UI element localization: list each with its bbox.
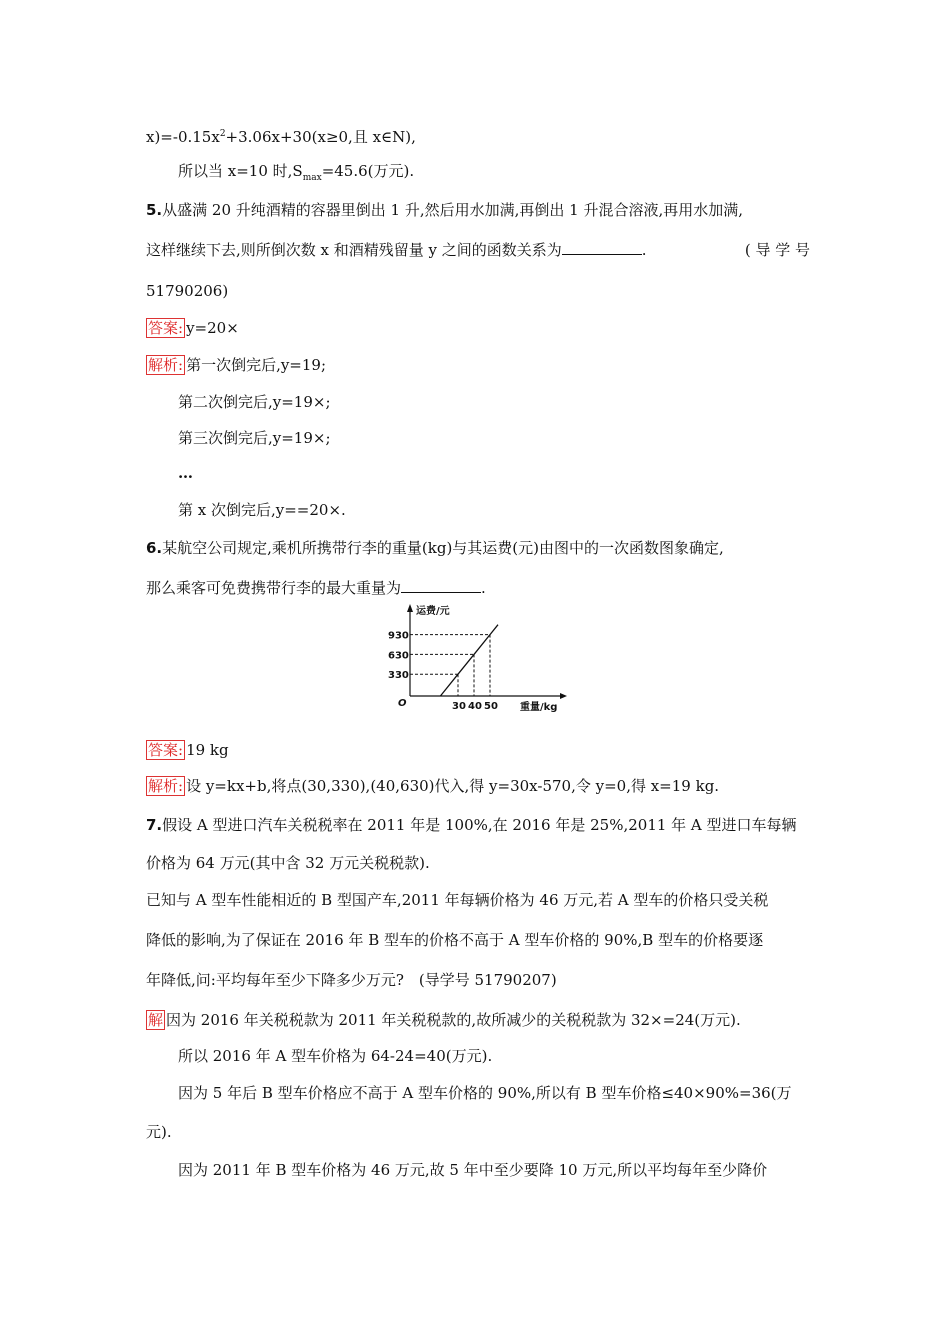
y-axis-label: 运费/元 [416,606,450,617]
analysis-text: 第三次倒完后,y=19×; [178,429,331,447]
formula-text: +3.06x+30(x≥0,且 x∈N), [225,128,416,146]
question-6-line-2 [146,578,810,598]
analysis-line [146,776,810,796]
solution-text: 因为 2011 年 B 型车价格为 46 万元,故 5 年中至少要降 10 万元,所以平均每年至少降价 [178,1161,768,1179]
guide-number-label: ( 导 学 号 [744,241,810,259]
answer-tag: 答案: [148,741,184,759]
answer-blank [401,578,481,593]
analysis-text: 设 y=kx+b,将点(30,330),(40,630)代入,得 y=30x-570,令 y=0,得 x=19 kg. [186,777,720,795]
solution-text: 因为 5 年后 B 型车价格应不高于 A 型车价格的 90%,所以有 B 型车价格≤40×90%=36(万 [178,1084,792,1102]
result-text: =45.6(万元). [321,162,415,180]
solution-line [178,1160,810,1180]
question-7-line-1 [146,815,810,835]
formula-line [146,124,810,147]
question-text: 假设 A 型进口汽车关税税率在 2011 年是 100%,在 2016 年是 25%,2011 年 A 型进口车每辆 [162,816,797,834]
solution-line [146,1010,810,1030]
answer-text: 19 kg [186,741,229,759]
question-text: 某航空公司规定,乘机所携带行李的重量(kg)与其运费(元)由图中的一次函数图象确定, [162,539,724,557]
analysis-text: 第一次倒完后,y=19; [186,356,327,374]
formula-text: x)=-0.15x [146,128,220,146]
result-line [178,161,810,188]
question-text: 价格为 64 万元(其中含 32 万元关税税款). [146,854,430,872]
question-text: 已知与 A 型车性能相近的 B 型国产车,2011 年每辆价格为 46 万元,若 A 型车的价格只受关税 [146,891,769,909]
question-5-line-3 [146,281,810,301]
ellipsis: … [178,464,193,482]
question-number: 6. [146,539,163,557]
analysis-text: 第二次倒完后,y=19×; [178,393,331,411]
y-axis-arrow [407,604,413,612]
result-text: 所以当 x=10 时,S [178,162,303,180]
guide-number: 51790206) [146,282,229,300]
question-text: . [641,241,647,259]
freight-chart [380,600,580,718]
y-tick-label: 630 [388,650,409,662]
question-text: . [481,579,486,597]
solution-line [178,1083,810,1103]
answer-line [146,318,810,338]
question-6-line-1 [146,538,810,558]
answer-text: y=20× [186,319,239,337]
solution-text: 元). [146,1123,172,1141]
x-axis-label: 重量/kg [520,702,558,713]
solution-text: 因为 2016 年关税税款为 2011 年关税税款的,故所减少的关税税款为 32×=24(万元). [166,1011,741,1029]
solution-tag: 解 [148,1011,164,1029]
question-text: 从盛满 20 升纯酒精的容器里倒出 1 升,然后用水加满,再倒出 1 升混合溶液,再用水加满, [162,201,743,219]
y-tick-label: 930 [388,630,409,642]
analysis-text: 第 x 次倒完后,y==20×. [178,501,346,519]
solution-line [146,1122,810,1142]
question-text: 这样继续下去,则所倒次数 x 和酒精残留量 y 之间的函数关系为 [146,241,562,259]
analysis-line [178,392,810,412]
question-text: 降低的影响,为了保证在 2016 年 B 型车的价格不高于 A 型车价格的 90%,B 型车的价格要逐 [146,931,764,949]
x-tick-label: 30 [452,701,466,712]
question-7-line-2 [146,853,810,873]
answer-line [146,740,810,760]
x-tick-label: 50 [484,701,498,712]
question-7-line-5 [146,970,810,990]
question-5-line-1 [146,200,810,220]
analysis-line [178,428,810,448]
analysis-line [178,463,810,483]
analysis-tag: 解析: [148,356,184,374]
subscript: max [302,173,322,183]
answer-tag: 答案: [148,319,184,337]
analysis-line [146,355,810,375]
answer-blank [562,240,642,255]
x-tick-label: 40 [468,701,482,712]
question-5-line-2 [146,240,810,260]
analysis-tag: 解析: [148,777,184,795]
question-text: 年降低,问:平均每年至少下降多少万元? (导学号 51790207) [146,971,557,989]
question-number: 5. [146,201,163,219]
x-axis-arrow [560,693,567,699]
question-7-line-4 [146,930,810,950]
question-7-line-3 [146,890,810,910]
exponent: 2 [219,129,226,139]
freight-function-line [440,625,498,696]
origin-label: O [398,698,407,709]
question-text: 那么乘客可免费携带行李的最大重量为 [146,579,402,597]
analysis-line [178,500,810,520]
question-number: 7. [146,816,163,834]
y-tick-label: 330 [388,670,409,682]
solution-text: 所以 2016 年 A 型车价格为 64-24=40(万元). [178,1047,493,1065]
solution-line [178,1046,810,1066]
